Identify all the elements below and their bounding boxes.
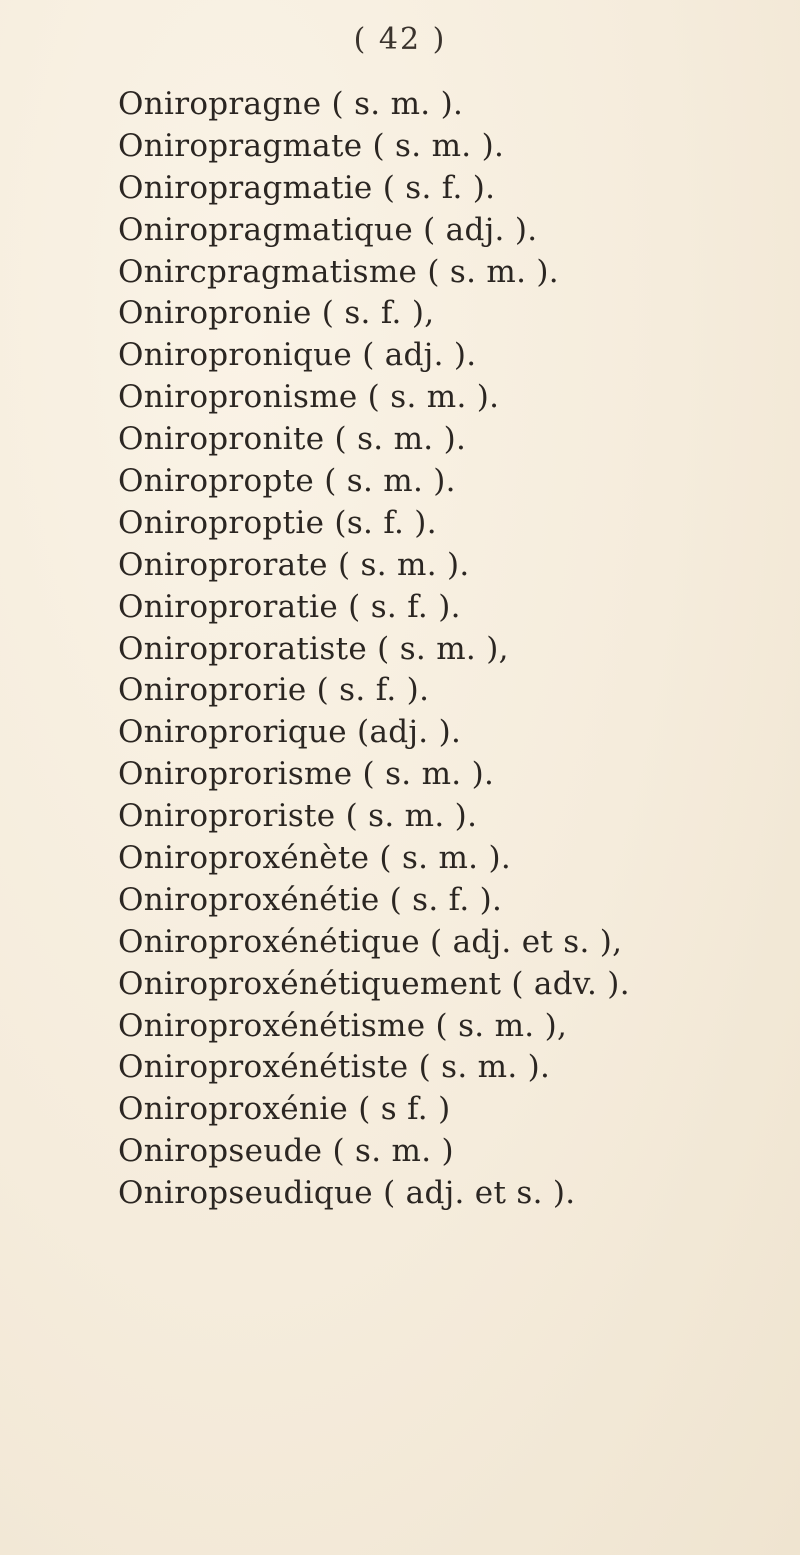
dictionary-entry: Oniroproxénétiste ( s. m. ). (118, 1049, 551, 1086)
dictionary-entry: Oniroprorate ( s. m. ). (118, 546, 470, 583)
dictionary-entry-list (118, 84, 630, 1215)
dictionary-entry: Oniropronite ( s. m. ). (118, 421, 467, 458)
dictionary-entry: Oniroproriste ( s. m. ). (118, 798, 478, 835)
page-number: ( 42 ) (353, 22, 447, 57)
dictionary-entry: Oniropronisme ( s. m. ). (118, 379, 500, 416)
dictionary-entry: Oniropseude ( s. m. ) (118, 1133, 454, 1170)
dictionary-entry: Oniropronique ( adj. ). (118, 337, 477, 374)
dictionary-entry: Oniroprorique (adj. ). (118, 714, 462, 751)
dictionary-entry: Oniroproratie ( s. f. ). (118, 588, 461, 625)
dictionary-entry: Oniroproxénétiquement ( adv. ). (118, 965, 630, 1002)
dictionary-entry: Oniropseudique ( adj. et s. ). (118, 1175, 576, 1212)
dictionary-entry: Oniroproxénétisme ( s. m. ), (118, 1007, 568, 1044)
dictionary-entry: Oniropragmatique ( adj. ). (118, 211, 538, 248)
dictionary-entry: Oniroprorie ( s. f. ). (118, 672, 430, 709)
dictionary-entry: Oniroproptie (s. f. ). (118, 504, 437, 541)
dictionary-entry: Oniroproxénète ( s. m. ). (118, 840, 512, 877)
dictionary-entry: Oniroproxénétie ( s. f. ). (118, 881, 503, 918)
dictionary-entry: Oniropragmatie ( s. f. ). (118, 169, 496, 206)
dictionary-entry: Oniropronie ( s. f. ), (118, 295, 435, 332)
dictionary-entry: Oniropragmate ( s. m. ). (118, 127, 505, 164)
dictionary-entry: Oniroproratiste ( s. m. ), (118, 630, 509, 667)
dictionary-entry: Oniroprorisme ( s. m. ). (118, 756, 495, 793)
dictionary-entry: Oniroproxénétique ( adj. et s. ), (118, 923, 623, 960)
dictionary-entry: Oniroproxénie ( s f. ) (118, 1091, 451, 1128)
dictionary-entry: Oniropropte ( s. m. ). (118, 463, 456, 500)
dictionary-entry: Onircpragmatisme ( s. m. ). (118, 253, 559, 290)
dictionary-entry: Oniropragne ( s. m. ). (118, 86, 464, 122)
